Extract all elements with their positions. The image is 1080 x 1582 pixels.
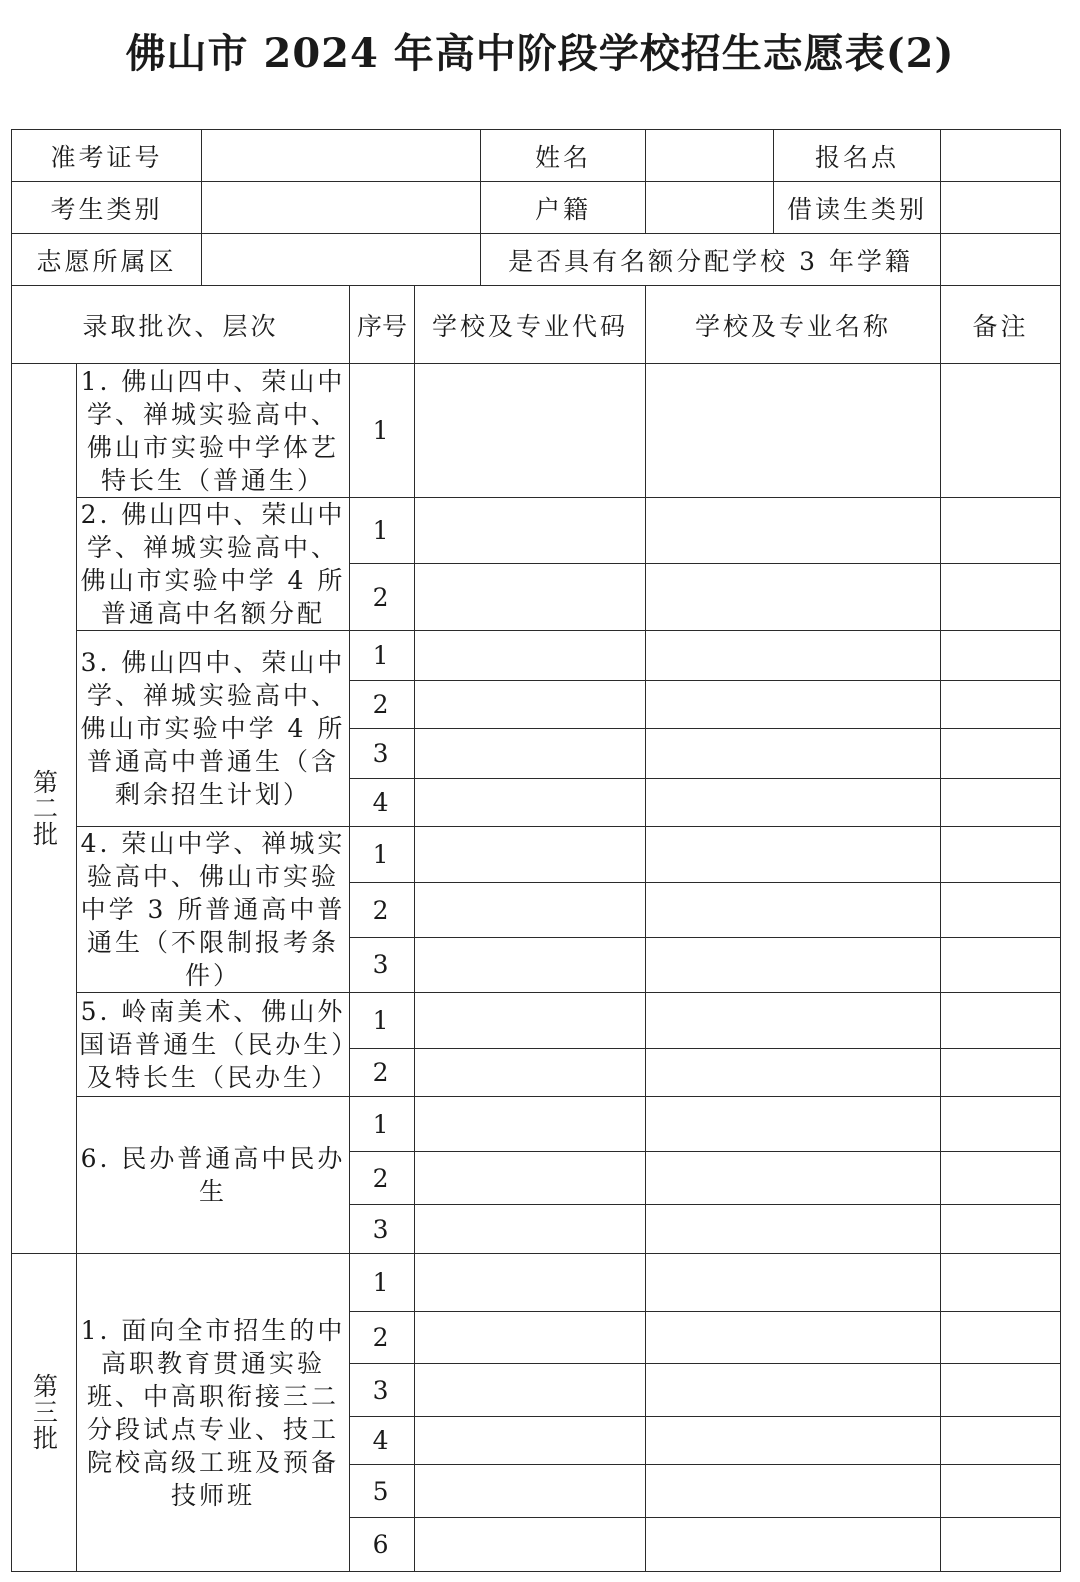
- seq-number: 3: [350, 1364, 415, 1417]
- school-name-field[interactable]: [646, 779, 941, 827]
- column-header-row: [12, 286, 1061, 364]
- school-code-field[interactable]: [415, 1364, 646, 1417]
- remark-field[interactable]: [941, 779, 1061, 827]
- batch-label-text: 第二批: [33, 767, 62, 849]
- table-row: [12, 498, 1061, 564]
- column-header-name: 学校及专业名称: [646, 286, 941, 364]
- seq-number: 1: [350, 827, 415, 883]
- school-name-field[interactable]: [646, 1364, 941, 1417]
- level-description: 3. 佛山四中、荣山中学、禅城实验高中、佛山市实验中学 4 所普通高中普通生（含剩余招生计划）: [77, 631, 350, 827]
- name-field[interactable]: [646, 130, 774, 182]
- seq-number: 1: [350, 1097, 415, 1152]
- school-code-field[interactable]: [415, 1097, 646, 1152]
- table-row: [12, 1097, 1061, 1152]
- level-description: 6. 民办普通高中民办生: [77, 1097, 350, 1254]
- school-name-field[interactable]: [646, 883, 941, 937]
- district-field[interactable]: [202, 234, 481, 286]
- school-code-field[interactable]: [415, 364, 646, 498]
- school-code-field[interactable]: [415, 1254, 646, 1312]
- table-row: [12, 364, 1061, 498]
- registration-site-field[interactable]: [941, 130, 1061, 182]
- table-row: [12, 993, 1061, 1049]
- school-code-field[interactable]: [415, 564, 646, 631]
- candidate-category-label: 考生类别: [12, 182, 202, 234]
- seq-number: 4: [350, 1417, 415, 1465]
- remark-field[interactable]: [941, 681, 1061, 729]
- household-field[interactable]: [646, 182, 774, 234]
- seq-number: 1: [350, 1254, 415, 1312]
- school-code-field[interactable]: [415, 1312, 646, 1364]
- column-header-code: 学校及专业代码: [415, 286, 646, 364]
- registration-site-label: 报名点: [774, 130, 941, 182]
- boarding-category-label: 借读生类别: [774, 182, 941, 234]
- seq-number: 3: [350, 937, 415, 992]
- seq-number: 5: [350, 1465, 415, 1518]
- remark-field[interactable]: [941, 1205, 1061, 1254]
- column-header-seq: 序号: [350, 286, 415, 364]
- application-form-table: [11, 129, 1061, 1572]
- school-code-field[interactable]: [415, 827, 646, 883]
- remark-field[interactable]: [941, 1364, 1061, 1417]
- seq-number: 2: [350, 1152, 415, 1205]
- seq-number: 2: [350, 1049, 415, 1097]
- remark-field[interactable]: [941, 1152, 1061, 1205]
- remark-field[interactable]: [941, 1518, 1061, 1572]
- remark-field[interactable]: [941, 564, 1061, 631]
- school-code-field[interactable]: [415, 1205, 646, 1254]
- remark-field[interactable]: [941, 1254, 1061, 1312]
- remark-field[interactable]: [941, 498, 1061, 564]
- remark-field[interactable]: [941, 993, 1061, 1049]
- column-header-remark: 备注: [941, 286, 1061, 364]
- remark-field[interactable]: [941, 364, 1061, 498]
- info-row-1: [12, 130, 1061, 182]
- school-name-field[interactable]: [646, 1417, 941, 1465]
- school-name-field[interactable]: [646, 1312, 941, 1364]
- seq-number: 1: [350, 498, 415, 564]
- school-name-field[interactable]: [646, 1518, 941, 1572]
- admission-ticket-field[interactable]: [202, 130, 481, 182]
- admission-ticket-label: 准考证号: [12, 130, 202, 182]
- seq-number: 3: [350, 1205, 415, 1254]
- school-name-field[interactable]: [646, 631, 941, 681]
- school-code-field[interactable]: [415, 1152, 646, 1205]
- seq-number: 3: [350, 729, 415, 779]
- school-code-field[interactable]: [415, 631, 646, 681]
- remark-field[interactable]: [941, 937, 1061, 992]
- school-code-field[interactable]: [415, 729, 646, 779]
- candidate-category-field[interactable]: [202, 182, 481, 234]
- seq-number: 1: [350, 364, 415, 498]
- level-description: 2. 佛山四中、荣山中学、禅城实验高中、佛山市实验中学 4 所普通高中名额分配: [77, 498, 350, 631]
- page-title: 佛山市 2024 年高中阶段学校招生志愿表(2): [125, 30, 955, 77]
- seq-number: 2: [350, 1312, 415, 1364]
- school-code-field[interactable]: [415, 993, 646, 1049]
- quota-enrollment-label: 是否具有名额分配学校 3 年学籍: [481, 234, 941, 286]
- boarding-category-field[interactable]: [941, 182, 1061, 234]
- school-code-field[interactable]: [415, 1518, 646, 1572]
- school-name-field[interactable]: [646, 827, 941, 883]
- school-code-field[interactable]: [415, 681, 646, 729]
- school-name-field[interactable]: [646, 498, 941, 564]
- seq-number: 4: [350, 779, 415, 827]
- seq-number: 2: [350, 681, 415, 729]
- school-name-field[interactable]: [646, 1049, 941, 1097]
- school-code-field[interactable]: [415, 883, 646, 937]
- remark-field[interactable]: [941, 1417, 1061, 1465]
- school-code-field[interactable]: [415, 1417, 646, 1465]
- table-row: [12, 631, 1061, 681]
- batch-label: [12, 364, 77, 1254]
- school-code-field[interactable]: [415, 498, 646, 564]
- name-label: 姓名: [481, 130, 646, 182]
- info-row-3: [12, 234, 1061, 286]
- school-name-field[interactable]: [646, 1205, 941, 1254]
- column-header-batch-level: 录取批次、层次: [12, 286, 350, 364]
- school-name-field[interactable]: [646, 937, 941, 992]
- school-name-field[interactable]: [646, 729, 941, 779]
- quota-enrollment-field[interactable]: [941, 234, 1061, 286]
- seq-number: 1: [350, 631, 415, 681]
- school-name-field[interactable]: [646, 993, 941, 1049]
- school-name-field[interactable]: [646, 1254, 941, 1312]
- batch-label-text: 第三批: [33, 1371, 62, 1453]
- school-name-field[interactable]: [646, 1152, 941, 1205]
- seq-number: 2: [350, 564, 415, 631]
- school-name-field[interactable]: [646, 364, 941, 498]
- batch-label: [12, 1254, 77, 1572]
- seq-number: 2: [350, 883, 415, 937]
- level-description: 4. 荣山中学、禅城实验高中、佛山市实验中学 3 所普通高中普通生（不限制报考条件）: [77, 827, 350, 993]
- school-code-field[interactable]: [415, 1049, 646, 1097]
- school-code-field[interactable]: [415, 779, 646, 827]
- school-code-field[interactable]: [415, 937, 646, 992]
- remark-field[interactable]: [941, 1312, 1061, 1364]
- district-label: 志愿所属区: [12, 234, 202, 286]
- school-name-field[interactable]: [646, 1465, 941, 1518]
- remark-field[interactable]: [941, 827, 1061, 883]
- info-row-2: [12, 182, 1061, 234]
- seq-number: 6: [350, 1518, 415, 1572]
- level-description: 1. 面向全市招生的中高职教育贯通实验班、中高职衔接三二分段试点专业、技工院校高级工班及预备技师班: [77, 1254, 350, 1572]
- school-name-field[interactable]: [646, 681, 941, 729]
- household-label: 户籍: [481, 182, 646, 234]
- school-name-field[interactable]: [646, 1097, 941, 1152]
- school-name-field[interactable]: [646, 564, 941, 631]
- table-row: [12, 827, 1061, 883]
- remark-field[interactable]: [941, 1049, 1061, 1097]
- remark-field[interactable]: [941, 883, 1061, 937]
- level-description: 1. 佛山四中、荣山中学、禅城实验高中、佛山市实验中学体艺特长生（普通生）: [77, 364, 350, 498]
- seq-number: 1: [350, 993, 415, 1049]
- remark-field[interactable]: [941, 1465, 1061, 1518]
- level-description: 5. 岭南美术、佛山外国语普通生（民办生）及特长生（民办生）: [77, 993, 350, 1097]
- remark-field[interactable]: [941, 631, 1061, 681]
- school-code-field[interactable]: [415, 1465, 646, 1518]
- remark-field[interactable]: [941, 1097, 1061, 1152]
- table-row: [12, 1254, 1061, 1312]
- remark-field[interactable]: [941, 729, 1061, 779]
